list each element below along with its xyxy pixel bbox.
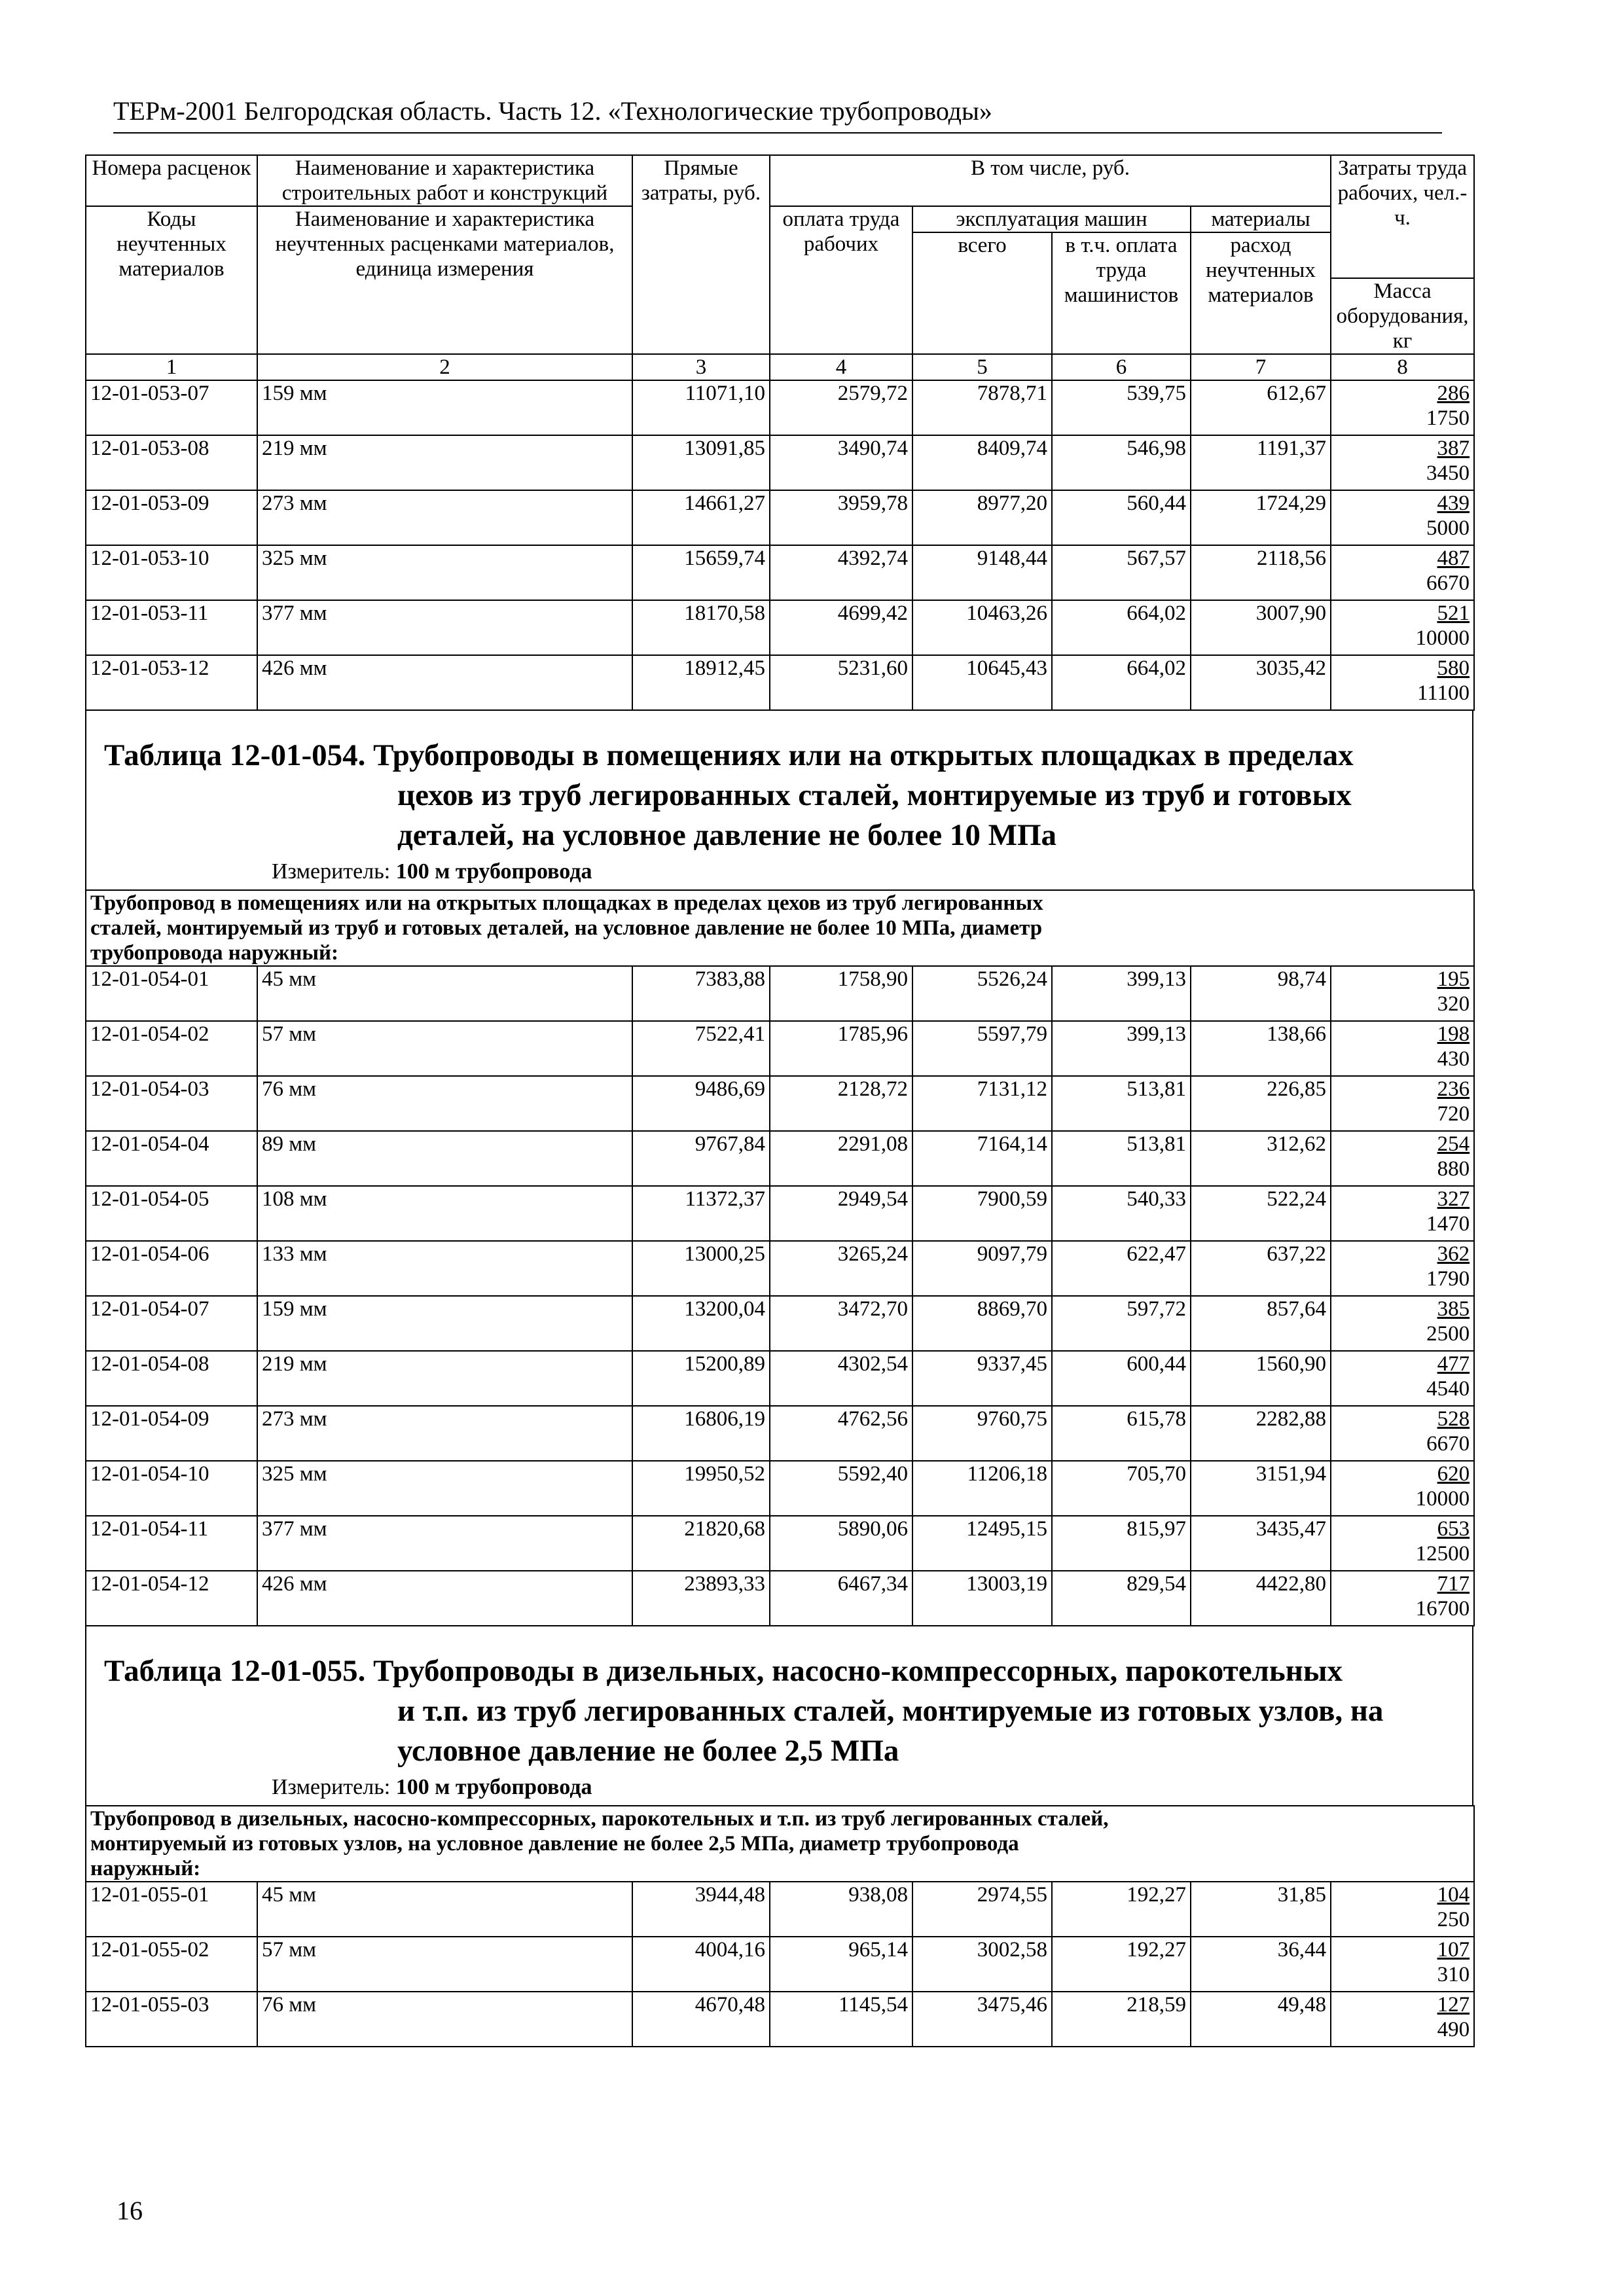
- labor-hours-and-mass: [1331, 600, 1474, 655]
- direct-cost: 11372,37: [632, 1186, 770, 1241]
- labor-hours: 362: [1437, 1242, 1470, 1266]
- direct-cost: 21820,68: [632, 1516, 770, 1571]
- labor-cost: 965,14: [770, 1937, 912, 1992]
- equipment-mass: 4540: [1426, 1377, 1470, 1401]
- meter-value: 100 м трубопровода: [395, 859, 592, 884]
- rate-code: 12-01-054-02: [86, 1021, 257, 1076]
- labor-hours-and-mass: [1331, 966, 1474, 1021]
- work-name: 45 мм: [257, 966, 632, 1021]
- material-cost: 522,24: [1191, 1186, 1331, 1241]
- including-header: В том числе, руб.: [770, 155, 1331, 206]
- col-number: 6: [1052, 354, 1191, 380]
- table-054-title: [86, 711, 1472, 855]
- labor-hours: 580: [1437, 656, 1470, 680]
- work-name: 108 мм: [257, 1186, 632, 1241]
- labor-hours: 385: [1437, 1297, 1470, 1321]
- machinist-cost: 829,54: [1052, 1571, 1191, 1626]
- direct-cost: 15659,74: [632, 545, 770, 600]
- labor-hours-and-mass: [1331, 1882, 1474, 1937]
- machine-cost: 10463,26: [912, 600, 1052, 655]
- col-number: 7: [1191, 354, 1331, 380]
- labor-hours: 236: [1437, 1077, 1470, 1101]
- equipment-mass: 310: [1437, 1963, 1470, 1986]
- labor-cost: 4392,74: [770, 545, 912, 600]
- table-054-title-line2: цехов из труб легированных сталей, монтируемые из труб и готовых: [397, 778, 1352, 812]
- work-name: 159 мм: [257, 1296, 632, 1351]
- work-name: 45 мм: [257, 1882, 632, 1937]
- table-055-title-line2: и т.п. из труб легированных сталей, монтируемые из готовых узлов, на: [397, 1694, 1384, 1728]
- rate-code: 12-01-054-05: [86, 1186, 257, 1241]
- meter-label: Измеритель:: [272, 1775, 391, 1799]
- table-054-label: Таблица 12-01-054.: [104, 738, 366, 772]
- table-row: [86, 380, 1474, 435]
- rate-code: 12-01-053-07: [86, 380, 257, 435]
- machinist-cost: 615,78: [1052, 1406, 1191, 1461]
- labor-cost: 2579,72: [770, 380, 912, 435]
- table-055-heading: [85, 1626, 1473, 1805]
- material-cost: 2282,88: [1191, 1406, 1331, 1461]
- table-row: [86, 1461, 1474, 1516]
- machinist-cost: 664,02: [1052, 655, 1191, 710]
- col-number: 1: [86, 354, 257, 380]
- labor-hours: 107: [1437, 1938, 1470, 1962]
- labor-hours-and-mass: [1331, 1351, 1474, 1406]
- material-cost: 3035,42: [1191, 655, 1331, 710]
- equipment-mass: 880: [1437, 1157, 1470, 1181]
- direct-cost: 4004,16: [632, 1937, 770, 1992]
- machine-cost: 5526,24: [912, 966, 1052, 1021]
- labor-hours: 327: [1437, 1187, 1470, 1211]
- material-cost: 637,22: [1191, 1241, 1331, 1296]
- col5-header: всего: [912, 232, 1052, 354]
- equipment-mass: 430: [1437, 1047, 1470, 1071]
- labor-hours-and-mass: [1331, 1296, 1474, 1351]
- table-row: [86, 1296, 1474, 1351]
- labor-cost: 4302,54: [770, 1351, 912, 1406]
- machine-cost: 3002,58: [912, 1937, 1052, 1992]
- rate-code: 12-01-054-12: [86, 1571, 257, 1626]
- material-cost: 226,85: [1191, 1076, 1331, 1131]
- col-number: 5: [912, 354, 1052, 380]
- machinist-cost: 560,44: [1052, 490, 1191, 545]
- labor-hours: 521: [1437, 601, 1470, 625]
- rate-code: 12-01-055-01: [86, 1882, 257, 1937]
- labor-cost: 2949,54: [770, 1186, 912, 1241]
- equipment-mass: 10000: [1415, 1487, 1470, 1511]
- direct-cost: 3944,48: [632, 1882, 770, 1937]
- machine-cost: 9148,44: [912, 545, 1052, 600]
- machines-header: эксплуатация машин: [912, 206, 1191, 232]
- col1-header-top: Номера расценок: [86, 155, 257, 206]
- col-number: 4: [770, 354, 912, 380]
- work-name: 325 мм: [257, 545, 632, 600]
- labor-hours: 717: [1437, 1572, 1470, 1596]
- labor-hours: 477: [1437, 1352, 1470, 1376]
- machine-cost: 11206,18: [912, 1461, 1052, 1516]
- labor-hours: 487: [1437, 547, 1470, 570]
- rate-code: 12-01-053-12: [86, 655, 257, 710]
- work-name: 377 мм: [257, 600, 632, 655]
- direct-cost: 9767,84: [632, 1131, 770, 1186]
- rate-code: 12-01-053-08: [86, 435, 257, 490]
- labor-hours: 286: [1437, 382, 1470, 405]
- labor-hours: 127: [1437, 1993, 1470, 2017]
- direct-cost: 18170,58: [632, 600, 770, 655]
- rate-code: 12-01-055-02: [86, 1937, 257, 1992]
- table-054-group-description: [86, 890, 1474, 966]
- col-number: 8: [1331, 354, 1474, 380]
- labor-cost: 938,08: [770, 1882, 912, 1937]
- work-name: 57 мм: [257, 1937, 632, 1992]
- labor-hours: 195: [1437, 967, 1470, 991]
- labor-hours: 528: [1437, 1407, 1470, 1431]
- material-cost: 3435,47: [1191, 1516, 1331, 1571]
- rate-code: 12-01-054-07: [86, 1296, 257, 1351]
- equipment-mass: 250: [1437, 1908, 1470, 1931]
- machine-cost: 7164,14: [912, 1131, 1052, 1186]
- equipment-mass: 720: [1437, 1102, 1470, 1126]
- rate-code: 12-01-054-08: [86, 1351, 257, 1406]
- machine-cost: 13003,19: [912, 1571, 1052, 1626]
- work-name: 57 мм: [257, 1021, 632, 1076]
- machinist-cost: 664,02: [1052, 600, 1191, 655]
- labor-hours-and-mass: [1331, 1992, 1474, 2047]
- work-name: 89 мм: [257, 1131, 632, 1186]
- table-055-meter: [86, 1771, 1472, 1805]
- table-054-title-line1: Трубопроводы в помещениях или на открытых площадках в пределах: [373, 738, 1354, 772]
- table-row: [86, 490, 1474, 545]
- direct-cost: 14661,27: [632, 490, 770, 545]
- direct-cost: 13091,85: [632, 435, 770, 490]
- labor-cost: 2128,72: [770, 1076, 912, 1131]
- machine-cost: 9097,79: [912, 1241, 1052, 1296]
- table-row: [86, 966, 1474, 1021]
- work-name: 159 мм: [257, 380, 632, 435]
- col4-header: оплата труда рабочих: [770, 206, 912, 354]
- labor-cost: 5890,06: [770, 1516, 912, 1571]
- machinist-cost: 567,57: [1052, 545, 1191, 600]
- table-row: [86, 1992, 1474, 2047]
- table-055-title: [86, 1626, 1472, 1771]
- table-row: [86, 1351, 1474, 1406]
- col7-header: расход неучтенных материалов: [1191, 232, 1331, 354]
- col1-header-bottom: Коды неучтенных материалов: [86, 206, 257, 354]
- labor-hours-and-mass: [1331, 1571, 1474, 1626]
- table-row: [86, 1186, 1474, 1241]
- work-name: 219 мм: [257, 1351, 632, 1406]
- machine-cost: 10645,43: [912, 655, 1052, 710]
- direct-cost: 7522,41: [632, 1021, 770, 1076]
- equipment-mass: 5000: [1426, 516, 1470, 540]
- machine-cost: 2974,55: [912, 1882, 1052, 1937]
- labor-hours-and-mass: [1331, 435, 1474, 490]
- equipment-mass: 12500: [1415, 1542, 1470, 1566]
- labor-hours-and-mass: [1331, 1241, 1474, 1296]
- machine-cost: 7878,71: [912, 380, 1052, 435]
- machine-cost: 8977,20: [912, 490, 1052, 545]
- rate-code: 12-01-053-11: [86, 600, 257, 655]
- machine-cost: 7900,59: [912, 1186, 1052, 1241]
- table-055: [85, 1805, 1475, 2047]
- labor-hours-and-mass: [1331, 1076, 1474, 1131]
- document-body: [85, 154, 1473, 2047]
- material-cost: 3151,94: [1191, 1461, 1331, 1516]
- material-cost: 1191,37: [1191, 435, 1331, 490]
- group-line: монтируемый из готовых узлов, на условное давление не более 2,5 МПа, диаметр трубопровода: [90, 1832, 1019, 1856]
- col8-header-top: Затраты труда рабочих, чел.-ч.: [1331, 155, 1474, 278]
- labor-hours-and-mass: [1331, 380, 1474, 435]
- page-number: 16: [117, 2196, 143, 2225]
- labor-cost: 3959,78: [770, 490, 912, 545]
- machinist-cost: 540,33: [1052, 1186, 1191, 1241]
- labor-hours-and-mass: [1331, 1021, 1474, 1076]
- group-line: Трубопровод в помещениях или на открытых площадках в пределах цехов из труб легированных: [90, 891, 1043, 915]
- labor-cost: 1785,96: [770, 1021, 912, 1076]
- work-name: 76 мм: [257, 1076, 632, 1131]
- labor-cost: 5231,60: [770, 655, 912, 710]
- labor-hours-and-mass: [1331, 1937, 1474, 1992]
- labor-hours: 104: [1437, 1883, 1470, 1907]
- work-name: 377 мм: [257, 1516, 632, 1571]
- material-cost: 36,44: [1191, 1937, 1331, 1992]
- direct-cost: 9486,69: [632, 1076, 770, 1131]
- labor-hours-and-mass: [1331, 1406, 1474, 1461]
- col-number: 2: [257, 354, 632, 380]
- group-line: сталей, монтируемый из труб и готовых деталей, на условное давление не более 10 МПа, диаметр: [90, 916, 1043, 940]
- material-cost: 49,48: [1191, 1992, 1331, 2047]
- machinist-cost: 622,47: [1052, 1241, 1191, 1296]
- labor-hours-and-mass: [1331, 1516, 1474, 1571]
- table-row: [86, 1021, 1474, 1076]
- equipment-mass: 1750: [1426, 406, 1470, 430]
- machinist-cost: 192,27: [1052, 1937, 1191, 1992]
- meter-label: Измеритель:: [272, 859, 391, 884]
- machinist-cost: 399,13: [1052, 1021, 1191, 1076]
- work-name: 273 мм: [257, 1406, 632, 1461]
- page-header: ТЕРм-2001 Белгородская область. Часть 12. «Технологические трубопроводы»: [113, 98, 1442, 134]
- table-055-label: Таблица 12-01-055.: [104, 1654, 366, 1688]
- rate-code: 12-01-055-03: [86, 1992, 257, 2047]
- table-row: [86, 1076, 1474, 1131]
- work-name: 219 мм: [257, 435, 632, 490]
- rate-code: 12-01-054-04: [86, 1131, 257, 1186]
- col8-header-bottom: Масса оборудования, кг: [1331, 278, 1474, 354]
- direct-cost: 16806,19: [632, 1406, 770, 1461]
- labor-hours: 387: [1437, 437, 1470, 460]
- equipment-mass: 1790: [1426, 1267, 1470, 1291]
- rate-code: 12-01-053-09: [86, 490, 257, 545]
- equipment-mass: 320: [1437, 992, 1470, 1016]
- machine-cost: 9760,75: [912, 1406, 1052, 1461]
- table-row: [86, 600, 1474, 655]
- col2-header-top: Наименование и характеристика строительных работ и конструкций: [257, 155, 632, 206]
- group-line: наружный:: [90, 1857, 201, 1880]
- machinist-cost: 513,81: [1052, 1076, 1191, 1131]
- table-row: [86, 1571, 1474, 1626]
- equipment-mass: 6670: [1426, 571, 1470, 595]
- table-row: [86, 1882, 1474, 1937]
- table-row: [86, 1406, 1474, 1461]
- table-055-title-line1: Трубопроводы в дизельных, насосно-компрессорных, парокотельных: [373, 1654, 1343, 1688]
- labor-hours-and-mass: [1331, 545, 1474, 600]
- equipment-mass: 11100: [1416, 681, 1470, 705]
- col-number: 3: [632, 354, 770, 380]
- direct-cost: 23893,33: [632, 1571, 770, 1626]
- labor-cost: 3490,74: [770, 435, 912, 490]
- direct-cost: 7383,88: [632, 966, 770, 1021]
- equipment-mass: 10000: [1415, 626, 1470, 650]
- material-cost: 857,64: [1191, 1296, 1331, 1351]
- machinist-cost: 218,59: [1052, 1992, 1191, 2047]
- meter-value: 100 м трубопровода: [395, 1775, 592, 1799]
- work-name: 133 мм: [257, 1241, 632, 1296]
- material-cost: 4422,80: [1191, 1571, 1331, 1626]
- table-054-meter: [86, 855, 1472, 889]
- table-055-group-description: [86, 1806, 1474, 1882]
- equipment-mass: 6670: [1426, 1432, 1470, 1456]
- table-row: [86, 1241, 1474, 1296]
- table-row: [86, 435, 1474, 490]
- machine-cost: 8869,70: [912, 1296, 1052, 1351]
- machinist-cost: 539,75: [1052, 380, 1191, 435]
- labor-hours: 439: [1437, 492, 1470, 515]
- machine-cost: 9337,45: [912, 1351, 1052, 1406]
- equipment-mass: 1470: [1426, 1212, 1470, 1236]
- labor-cost: 1145,54: [770, 1992, 912, 2047]
- machinist-cost: 546,98: [1052, 435, 1191, 490]
- material-cost: 31,85: [1191, 1882, 1331, 1937]
- material-cost: 3007,90: [1191, 600, 1331, 655]
- work-name: 273 мм: [257, 490, 632, 545]
- group-line: трубопровода наружный:: [90, 941, 339, 965]
- work-name: 325 мм: [257, 1461, 632, 1516]
- equipment-mass: 16700: [1415, 1597, 1470, 1621]
- equipment-mass: 490: [1437, 2018, 1470, 2041]
- machine-cost: 8409,74: [912, 435, 1052, 490]
- material-cost: 98,74: [1191, 966, 1331, 1021]
- labor-cost: 6467,34: [770, 1571, 912, 1626]
- labor-hours: 620: [1437, 1462, 1470, 1486]
- work-name: 426 мм: [257, 1571, 632, 1626]
- materials-header: материалы: [1191, 206, 1331, 232]
- labor-hours: 198: [1437, 1022, 1470, 1046]
- rate-code: 12-01-053-10: [86, 545, 257, 600]
- machinist-cost: 192,27: [1052, 1882, 1191, 1937]
- equipment-mass: 2500: [1426, 1322, 1470, 1346]
- rate-code: 12-01-054-11: [86, 1516, 257, 1571]
- table-055-title-line3: условное давление не более 2,5 МПа: [397, 1734, 899, 1768]
- direct-cost: 4670,48: [632, 1992, 770, 2047]
- direct-cost: 13200,04: [632, 1296, 770, 1351]
- labor-hours-and-mass: [1331, 490, 1474, 545]
- labor-cost: 4699,42: [770, 600, 912, 655]
- table-row: [86, 545, 1474, 600]
- labor-hours-and-mass: [1331, 655, 1474, 710]
- labor-cost: 4762,56: [770, 1406, 912, 1461]
- direct-cost: 18912,45: [632, 655, 770, 710]
- col2-header-bottom: Наименование и характеристика неучтенных расценками материалов, единица измерения: [257, 206, 632, 354]
- rate-code: 12-01-054-01: [86, 966, 257, 1021]
- equipment-mass: 3450: [1426, 461, 1470, 485]
- labor-cost: 3472,70: [770, 1296, 912, 1351]
- col3-header: Прямые затраты, руб.: [632, 155, 770, 354]
- table-row: [86, 1516, 1474, 1571]
- machinist-cost: 399,13: [1052, 966, 1191, 1021]
- rate-code: 12-01-054-10: [86, 1461, 257, 1516]
- table-054: [85, 889, 1475, 1626]
- work-name: 76 мм: [257, 1992, 632, 2047]
- table-054-title-line3: деталей, на условное давление не более 10 МПа: [397, 818, 1057, 852]
- rate-code: 12-01-054-03: [86, 1076, 257, 1131]
- table-row: [86, 655, 1474, 710]
- labor-hours-and-mass: [1331, 1131, 1474, 1186]
- direct-cost: 13000,25: [632, 1241, 770, 1296]
- labor-hours: 653: [1437, 1517, 1470, 1541]
- direct-cost: 19950,52: [632, 1461, 770, 1516]
- direct-cost: 15200,89: [632, 1351, 770, 1406]
- rate-code: 12-01-054-06: [86, 1241, 257, 1296]
- machine-cost: 12495,15: [912, 1516, 1052, 1571]
- material-cost: 2118,56: [1191, 545, 1331, 600]
- material-cost: 1724,29: [1191, 490, 1331, 545]
- rate-code: 12-01-054-09: [86, 1406, 257, 1461]
- work-name: 426 мм: [257, 655, 632, 710]
- table-053: [85, 154, 1475, 711]
- machine-cost: 5597,79: [912, 1021, 1052, 1076]
- material-cost: 312,62: [1191, 1131, 1331, 1186]
- labor-cost: 2291,08: [770, 1131, 912, 1186]
- table-row: [86, 1937, 1474, 1992]
- table-054-heading: [85, 711, 1473, 889]
- machinist-cost: 513,81: [1052, 1131, 1191, 1186]
- labor-cost: 3265,24: [770, 1241, 912, 1296]
- machinist-cost: 705,70: [1052, 1461, 1191, 1516]
- machinist-cost: 815,97: [1052, 1516, 1191, 1571]
- table-row: [86, 1131, 1474, 1186]
- labor-hours-and-mass: [1331, 1461, 1474, 1516]
- material-cost: 1560,90: [1191, 1351, 1331, 1406]
- labor-cost: 5592,40: [770, 1461, 912, 1516]
- labor-hours: 254: [1437, 1132, 1470, 1156]
- machinist-cost: 600,44: [1052, 1351, 1191, 1406]
- direct-cost: 11071,10: [632, 380, 770, 435]
- material-cost: 138,66: [1191, 1021, 1331, 1076]
- material-cost: 612,67: [1191, 380, 1331, 435]
- machinist-cost: 597,72: [1052, 1296, 1191, 1351]
- labor-cost: 1758,90: [770, 966, 912, 1021]
- labor-hours-and-mass: [1331, 1186, 1474, 1241]
- group-line: Трубопровод в дизельных, насосно-компрессорных, парокотельных и т.п. из труб легированных сталей,: [90, 1807, 1109, 1831]
- machine-cost: 7131,12: [912, 1076, 1052, 1131]
- col6-header: в т.ч. оплата труда машинистов: [1052, 232, 1191, 354]
- machine-cost: 3475,46: [912, 1992, 1052, 2047]
